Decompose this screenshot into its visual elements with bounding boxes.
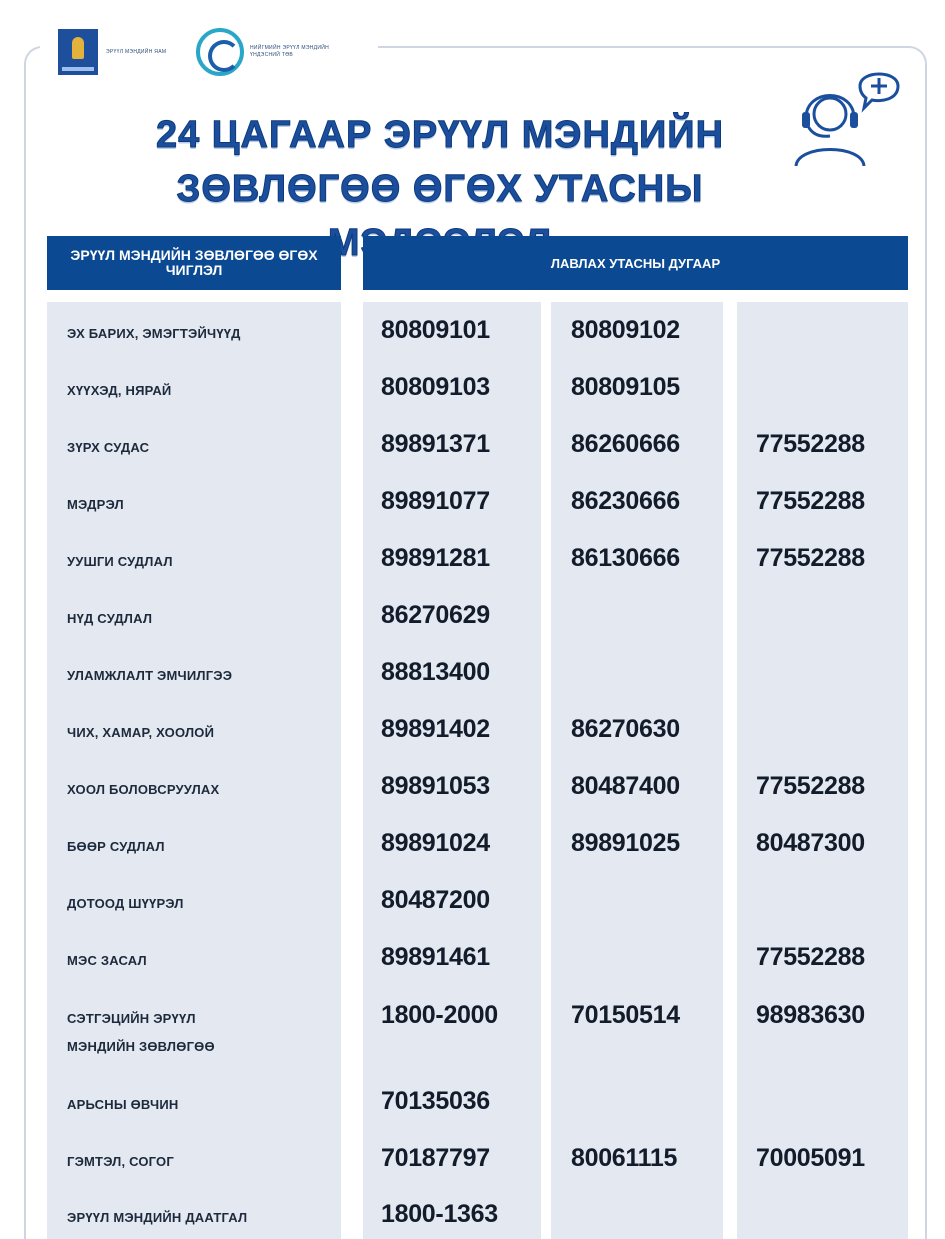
phone-number[interactable]: 86230666: [571, 487, 680, 515]
row-label: ЗҮРХ СУДАС: [67, 440, 150, 455]
ministry-logo-text: ЭРҮҮЛ МЭНДИЙН ЯАМ: [106, 48, 167, 55]
table-row: [0, 544, 945, 584]
phone-number[interactable]: 89891053: [381, 772, 490, 800]
row-label: ДОТООД ШҮҮРЭЛ: [67, 896, 184, 911]
phone-number[interactable]: 89891371: [381, 430, 490, 458]
phone-number[interactable]: 80809102: [571, 316, 680, 344]
phone-number[interactable]: 70005091: [756, 1144, 865, 1172]
logo-bar: [40, 22, 378, 82]
phone-number[interactable]: 77552288: [756, 943, 865, 971]
center-logo-text: НИЙГМИЙН ЭРҮҮЛ МЭНДИЙН ҮНДЭСНИЙ ТӨВ: [250, 45, 330, 58]
table-row: [0, 829, 945, 869]
phone-number[interactable]: 77552288: [756, 430, 865, 458]
table-row: [0, 487, 945, 527]
row-label: УУШГИ СУДЛАЛ: [67, 554, 173, 569]
row-label: ХООЛ БОЛОВСРУУЛАХ: [67, 782, 220, 797]
phone-number[interactable]: 86260666: [571, 430, 680, 458]
table-row: [0, 601, 945, 641]
phone-number[interactable]: 77552288: [756, 544, 865, 572]
circle-logo-icon: [196, 28, 244, 76]
row-label: МЭС ЗАСАЛ: [67, 953, 147, 968]
phone-number[interactable]: 86270629: [381, 601, 490, 629]
ministry-logo: [58, 29, 168, 75]
row-label: УЛАМЖЛАЛТ ЭМЧИЛГЭЭ: [67, 668, 233, 683]
phone-number[interactable]: 80487400: [571, 772, 680, 800]
phone-number[interactable]: 1800-2000: [381, 1001, 498, 1029]
phone-number[interactable]: 77552288: [756, 487, 865, 515]
phone-number[interactable]: 70150514: [571, 1001, 680, 1029]
table-row: [0, 316, 945, 356]
row-label: ХҮҮХЭД, НЯРАЙ: [67, 383, 172, 398]
title-line-2: ЗӨВЛӨГӨӨ ӨГӨХ УТАСНЫ: [176, 168, 704, 210]
table-row: [0, 886, 945, 926]
phone-number[interactable]: 89891077: [381, 487, 490, 515]
table-row: [0, 1200, 945, 1239]
table-row: [0, 373, 945, 413]
table-row: [0, 430, 945, 470]
row-label-line-2: МЭНДИЙН ЗӨВЛӨГӨӨ: [67, 1039, 215, 1054]
phone-number[interactable]: 89891024: [381, 829, 490, 857]
phone-number[interactable]: 89891461: [381, 943, 490, 971]
emblem-icon: [58, 29, 98, 75]
phone-number[interactable]: 86270630: [571, 715, 680, 743]
phone-number[interactable]: 77552288: [756, 772, 865, 800]
phone-number[interactable]: 86130666: [571, 544, 680, 572]
row-label: ЭХ БАРИХ, ЭМЭГТЭЙЧҮҮД: [67, 326, 241, 341]
row-label: ЧИХ, ХАМАР, ХООЛОЙ: [67, 725, 215, 740]
phone-number[interactable]: 89891025: [571, 829, 680, 857]
phone-number[interactable]: 80809103: [381, 373, 490, 401]
table-row: [0, 772, 945, 812]
phone-number[interactable]: 80487200: [381, 886, 490, 914]
phone-number[interactable]: 70135036: [381, 1087, 490, 1115]
row-label: СЭТГЭЦИЙН ЭРҮҮЛ: [67, 1011, 196, 1026]
row-label: ЭРҮҮЛ МЭНДИЙН ДААТГАЛ: [67, 1210, 248, 1225]
support-agent-icon: [790, 58, 910, 168]
row-label: АРЬСНЫ ӨВЧИН: [67, 1097, 179, 1112]
row-label: МЭДРЭЛ: [67, 497, 124, 512]
title-line-1: 24 ЦАГААР ЭРҮҮЛ МЭНДИЙН: [155, 114, 725, 156]
label-column-header: ЭРҮҮЛ МЭНДИЙН ЗӨВЛӨГӨӨ ӨГӨХ ЧИГЛЭЛ: [47, 236, 341, 290]
phone-number[interactable]: 1800-1363: [381, 1200, 498, 1228]
table-row: [0, 1144, 945, 1184]
table-row: [0, 658, 945, 698]
phone-number[interactable]: 80061115: [571, 1144, 678, 1172]
row-label: НҮД СУДЛАЛ: [67, 611, 153, 626]
table-row: [0, 943, 945, 983]
phone-number[interactable]: 80809105: [571, 373, 680, 401]
center-logo: [196, 28, 360, 76]
phone-number[interactable]: 89891281: [381, 544, 490, 572]
phone-number[interactable]: 88813400: [381, 658, 490, 686]
phone-number[interactable]: 98983630: [756, 1001, 865, 1029]
table-row: [0, 1087, 945, 1127]
phone-number[interactable]: 80809101: [381, 316, 490, 344]
row-label: ГЭМТЭЛ, СОГОГ: [67, 1154, 174, 1169]
phone-number[interactable]: 80487300: [756, 829, 865, 857]
phone-number[interactable]: 89891402: [381, 715, 490, 743]
phone-column-header: ЛАВЛАХ УТАСНЫ ДУГААР: [363, 236, 908, 290]
table-row: [0, 715, 945, 755]
row-label: БӨӨР СУДЛАЛ: [67, 839, 165, 854]
phone-number[interactable]: 70187797: [381, 1144, 490, 1172]
table-row: [0, 1001, 945, 1065]
